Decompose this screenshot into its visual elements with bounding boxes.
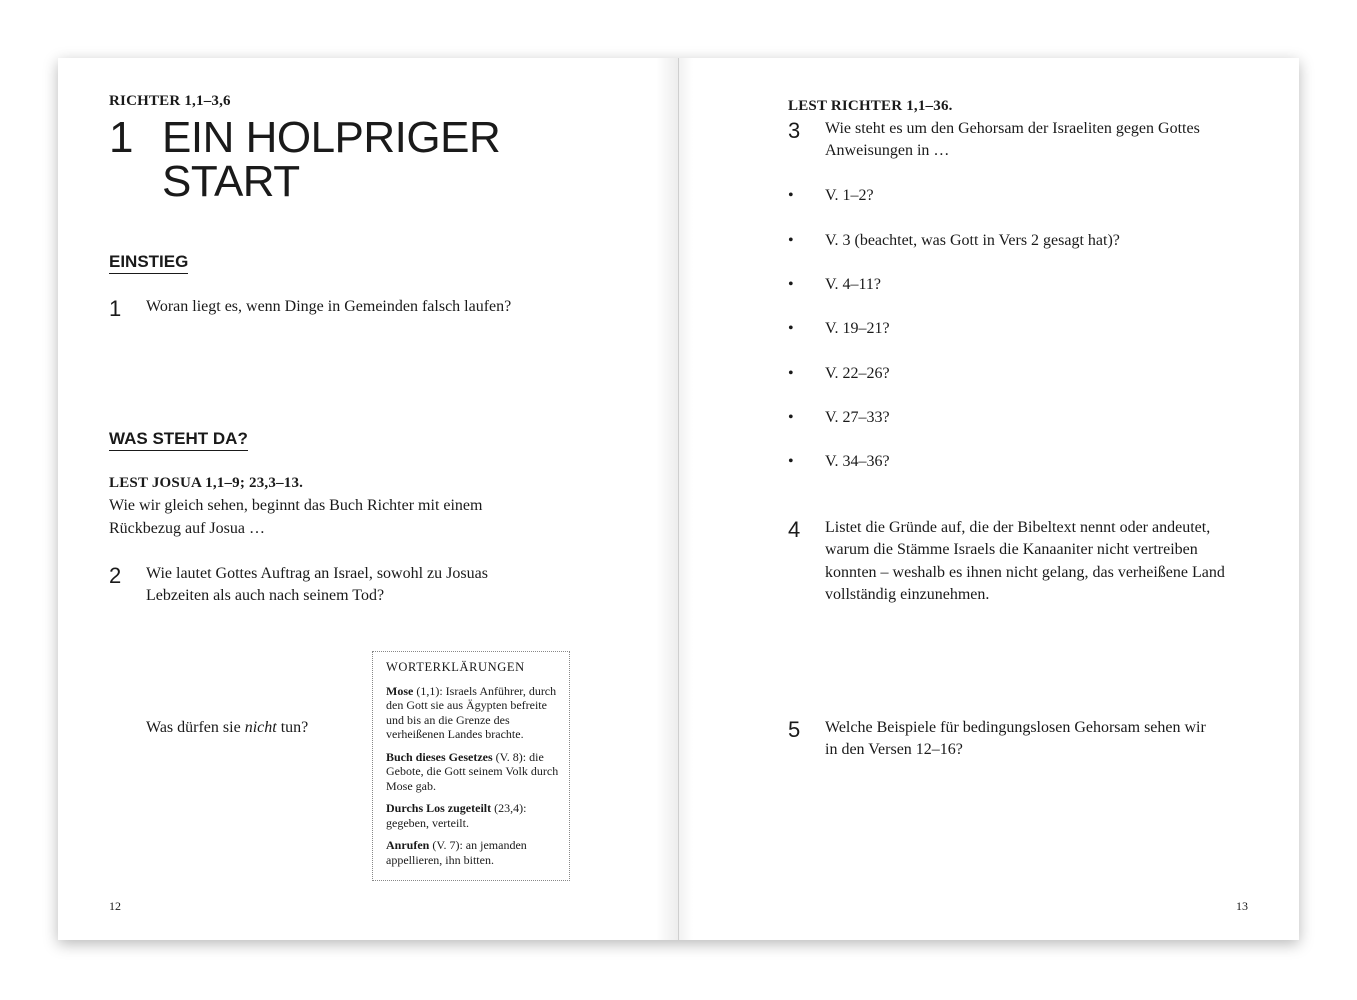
question-number-3: 3 <box>788 118 801 143</box>
bullet-dot: • <box>788 232 794 249</box>
question-4-line3: konnten – weshalb es ihnen nicht gelang, das verheißene Land <box>825 564 1225 581</box>
glossary-ref: (23,4): <box>494 801 527 815</box>
glossary-definition: gegeben, verteilt. <box>386 815 469 830</box>
bullet-text: V. 27–33? <box>825 409 890 426</box>
bullet-text: V. 1–2? <box>825 187 874 204</box>
glossary-title: WORTERKLÄRUNGEN <box>386 660 525 674</box>
question-number-4: 4 <box>788 517 801 542</box>
section-heading-was-steht-da <box>109 429 248 451</box>
bullet-dot: • <box>788 187 794 204</box>
chapter-title-line1: EIN HOLPRIGER <box>162 113 501 162</box>
glossary-term: Mose <box>386 683 414 698</box>
question-number-5: 5 <box>788 717 801 742</box>
page-number-right: 13 <box>1236 899 1248 913</box>
question-3-line1: Wie steht es um den Gehorsam der Israeliten gegen Gottes <box>825 120 1200 137</box>
sub-question-suffix: tun? <box>276 719 309 736</box>
glossary-term: Buch dieses Gesetzes <box>386 749 493 764</box>
question-2-line2: Lebzeiten als auch nach seinem Tod? <box>146 587 385 604</box>
bullet-dot: • <box>788 409 794 426</box>
question-1-text: Woran liegt es, wenn Dinge in Gemeinden falsch laufen? <box>146 298 512 315</box>
bullet-dot: • <box>788 453 794 470</box>
glossary-definition: an jemanden appellieren, ihn bitten. <box>386 838 527 867</box>
question-number-2: 2 <box>109 563 122 588</box>
question-5-line2: in den Versen 12–16? <box>825 741 963 758</box>
question-3-line2: Anweisungen in … <box>825 142 950 159</box>
reading-reference: LEST JOSUA 1,1–9; 23,3–13. <box>109 475 304 491</box>
glossary-term: Anrufen <box>386 838 430 852</box>
bullet-text: V. 22–26? <box>825 365 890 382</box>
question-5-line1: Welche Beispiele für bedingungslosen Gehorsam sehen wir <box>825 719 1206 736</box>
glossary-ref: (1,1): <box>416 683 443 698</box>
question-4-line4: vollständig einzunehmen. <box>825 586 990 603</box>
bullet-text: V. 34–36? <box>825 453 890 470</box>
bullet-dot: • <box>788 276 794 293</box>
bullet-text: V. 3 (beachtet, was Gott in Vers 2 gesagt hat)? <box>825 232 1120 249</box>
glossary-term: Durchs Los zugeteilt <box>386 801 492 815</box>
bullet-text: V. 4–11? <box>825 276 881 293</box>
section-heading-einstieg <box>109 252 188 274</box>
section-heading-text: WAS STEHT DA? <box>109 429 248 451</box>
glossary-ref: (V. 8): <box>495 749 527 764</box>
question-4-line2: warum die Stämme Israels die Kanaaniter nicht vertreiben <box>825 541 1198 558</box>
page-number-left: 12 <box>109 899 121 913</box>
sub-question <box>146 717 308 740</box>
book-spread <box>58 58 1299 940</box>
glossary-entry <box>386 750 559 794</box>
left-page <box>58 58 679 940</box>
bullet-dot: • <box>788 320 794 337</box>
question-number-1: 1 <box>109 296 122 321</box>
passage-reference: RICHTER 1,1–3,6 <box>109 93 231 109</box>
section-heading-text: EINSTIEG <box>109 252 188 274</box>
sub-question-emphasis: nicht <box>244 719 277 736</box>
bullet-text: V. 19–21? <box>825 320 890 337</box>
chapter-number: 1 <box>109 113 134 162</box>
glossary-entry <box>386 684 559 742</box>
glossary-ref: (V. 7): <box>432 838 463 852</box>
glossary-entry <box>386 838 559 867</box>
glossary-entry <box>386 801 559 830</box>
question-2-line1: Wie lautet Gottes Auftrag an Israel, sowohl zu Josuas <box>146 565 488 582</box>
glossary-definition: die Gebote, die Gott seinem Volk durch Mose gab. <box>386 749 559 793</box>
reading-reference: LEST RICHTER 1,1–36. <box>788 98 953 114</box>
intro-line-1: Wie wir gleich sehen, beginnt das Buch Richter mit einem <box>109 497 483 514</box>
glossary-definition: Israels Anführer, durch den Gott sie aus Ägypten befreite und bis an die Grenze des verheißenen Landes brachte. <box>386 683 557 741</box>
right-page <box>679 58 1299 940</box>
question-4-line1: Listet die Gründe auf, die der Bibeltext nennt oder andeutet, <box>825 519 1211 536</box>
intro-line-2: Rückbezug auf Josua … <box>109 520 265 537</box>
bullet-dot: • <box>788 365 794 382</box>
glossary-box <box>372 651 570 881</box>
chapter-title-line2: START <box>162 157 300 206</box>
sub-question-prefix: Was dürfen sie <box>146 719 245 736</box>
